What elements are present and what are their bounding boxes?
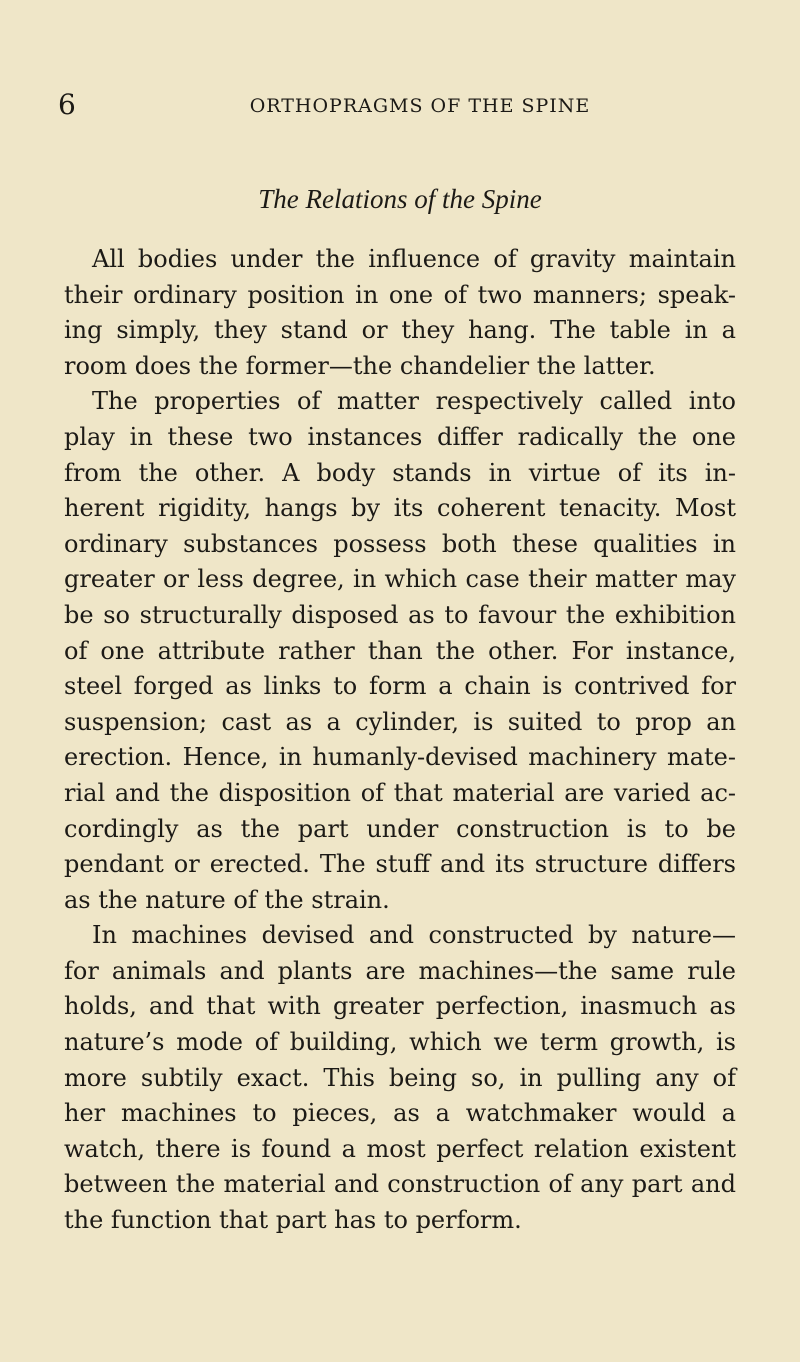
text-line: for animals and plants are machines—the same rule [64, 956, 736, 985]
text-line: All bodies under the influence of gravity maintain [92, 245, 736, 273]
text-line: their ordinary position in one of two manners; speak- [64, 280, 736, 309]
text-line: the function that part has to perform. [64, 1206, 522, 1235]
text-line: greater or less degree, in which case their matter may [64, 565, 736, 594]
text-line: of one attribute rather than the other. For instance, [64, 636, 736, 665]
text-line: between the material and construction of any part and [64, 1170, 736, 1199]
text-line: as the nature of the strain. [64, 885, 390, 914]
text-line: The properties of matter respectively called into [92, 387, 736, 416]
text-line: holds, and that with greater perfection, inasmuch as [64, 992, 736, 1021]
page-number: 6 [58, 88, 76, 121]
text-line: nature’s mode of building, which we term growth, is [64, 1028, 736, 1057]
text-line: room does the former—the chandelier the latter. [64, 351, 656, 380]
text-line: steel forged as links to form a chain is contrived for [64, 672, 736, 701]
text-line: her machines to pieces, as a watchmaker would a [64, 1099, 736, 1128]
section-title: The Relations of the Spine [258, 184, 542, 214]
text-line: rial and the disposition of that material are varied ac- [64, 778, 736, 807]
text-line: suspension; cast as a cylinder, is suited to prop an [64, 707, 736, 736]
running-header: ORTHOPRAGMS OF THE SPINE [249, 95, 591, 117]
text-line: be so structurally disposed as to favour the exhibition [64, 600, 736, 629]
text-line: herent rigidity, hangs by its coherent tenacity. Most [64, 494, 736, 523]
text-line: In machines devised and constructed by nature— [92, 921, 736, 950]
text-line: cordingly as the part under construction is to be [64, 814, 736, 843]
text-line: more subtily exact. This being so, in pulling any of [64, 1063, 736, 1092]
text-line: pendant or erected. The stuff and its structure differs [64, 850, 736, 879]
text-line: ordinary substances possess both these qualities in [64, 529, 736, 558]
text-line: erection. Hence, in humanly-devised machinery mate- [64, 743, 736, 772]
text-line: ing simply, they stand or they hang. The table in a [64, 316, 736, 345]
text-line: from the other. A body stands in virtue of its in- [64, 458, 736, 487]
text-line: play in these two instances differ radically the one [64, 422, 736, 451]
text-line: watch, there is found a most perfect relation existent [64, 1134, 736, 1163]
body-text [64, 242, 736, 1239]
